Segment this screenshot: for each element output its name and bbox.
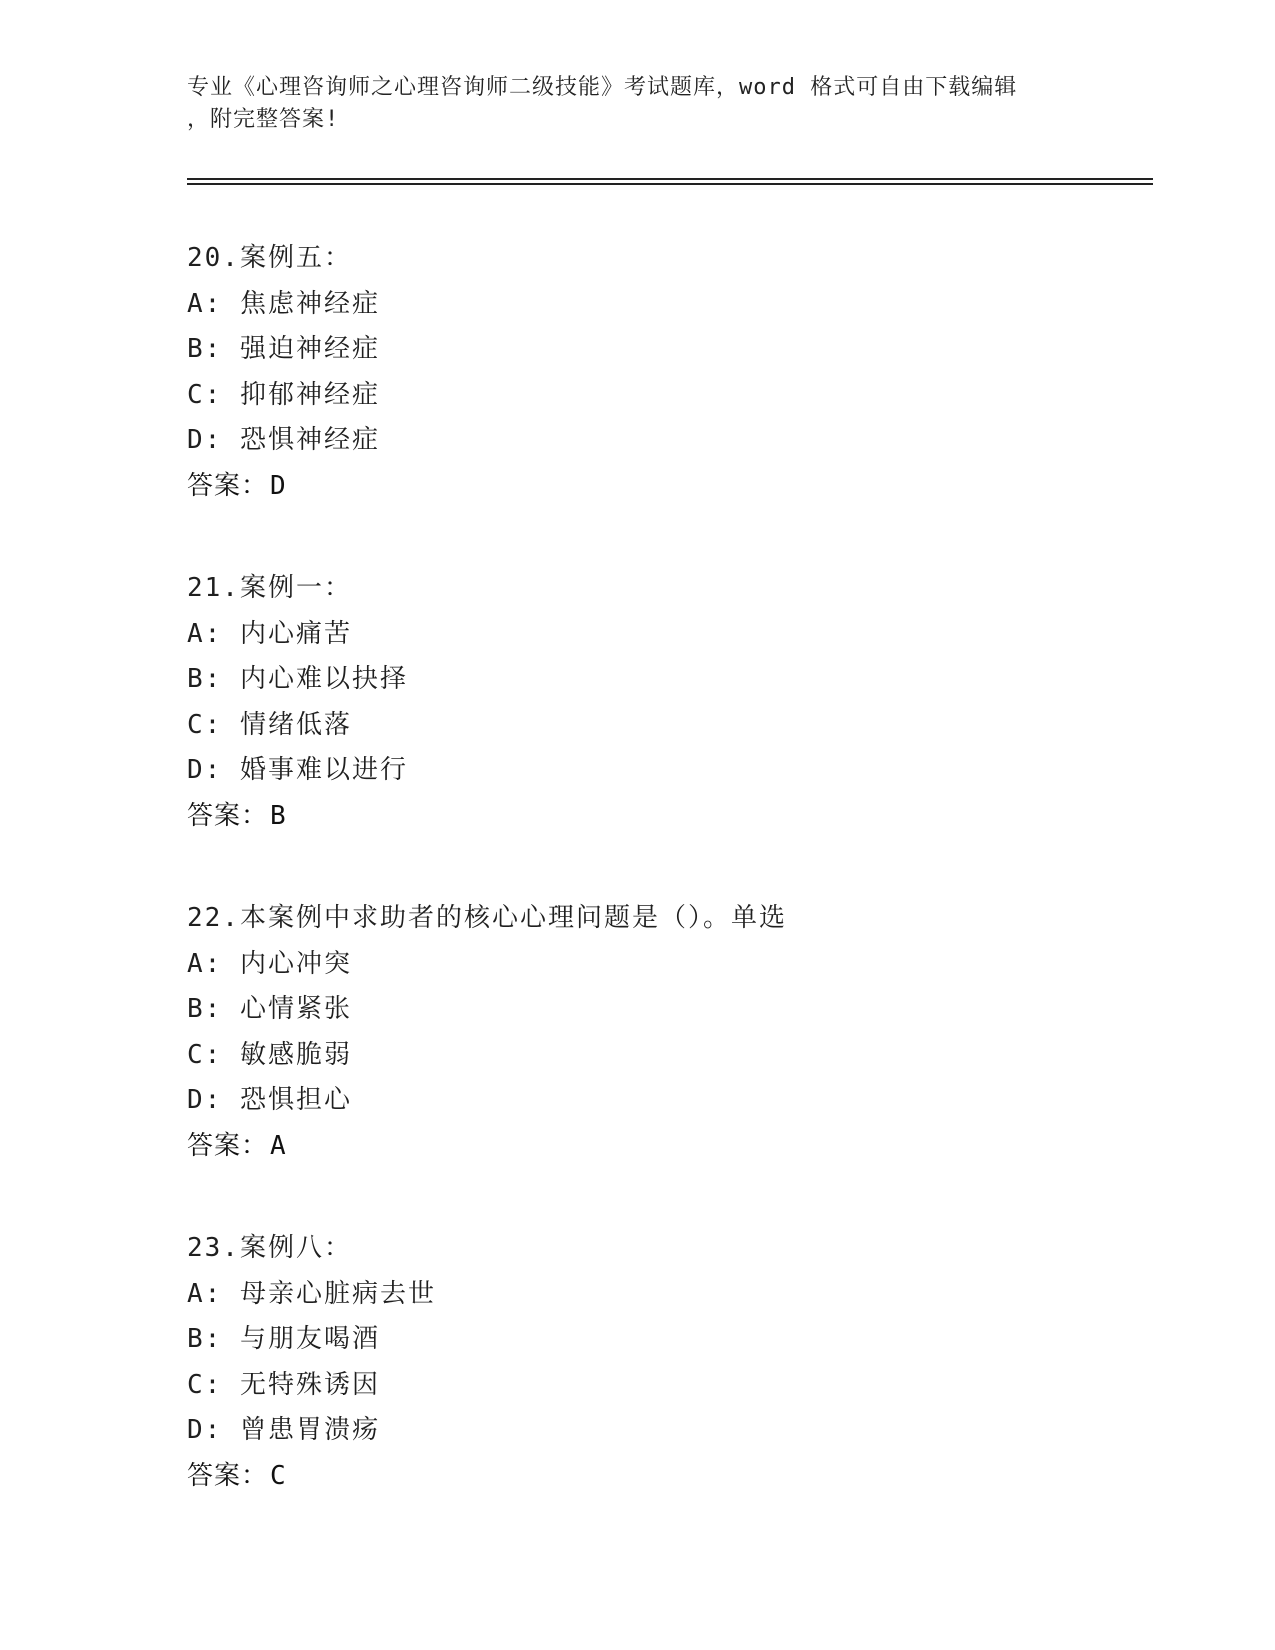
document-header [187,72,1087,136]
question-22 [187,896,1147,1169]
answer-value: A [270,1130,287,1161]
question-23 [187,1226,1147,1499]
question-title: 20.案例五： [187,243,352,273]
option-b: B: 与朋友喝酒 [187,1324,380,1354]
option-a: A: 内心痛苦 [187,618,352,649]
answer-line [187,1454,1147,1500]
answer-value: D [270,470,287,501]
answer-label: 答案： [187,800,269,831]
option-a: A: 内心冲突 [187,948,352,979]
option-c: C: 情绪低落 [187,709,352,740]
header-line-2: ，附完整答案! [187,107,340,132]
option-c: C: 敏感脆弱 [187,1039,352,1070]
header-divider-top [187,178,1153,180]
answer-label: 答案： [187,1460,269,1491]
option-c: C: 无特殊诱因 [187,1369,380,1400]
question-21 [187,566,1147,839]
option-d: D: 曾患胃溃疡 [187,1415,380,1445]
question-title: 23.案例八： [187,1233,352,1263]
answer-line [187,1124,1147,1170]
option-b: B: 内心难以抉择 [187,664,408,694]
option-d: D: 恐惧神经症 [187,425,380,455]
option-d: D: 恐惧担心 [187,1085,352,1115]
answer-line [187,464,1147,510]
question-title: 22.本案例中求助者的核心心理问题是（）。单选 [187,903,787,933]
question-list [187,236,1147,1556]
answer-label: 答案： [187,470,269,501]
option-b: B: 心情紧张 [187,994,352,1024]
header-line-1: 专业《心理咨询师之心理咨询师二级技能》考试题库，word 格式可自由下载编辑 [187,75,1018,100]
answer-value: B [270,800,287,831]
option-b: B: 强迫神经症 [187,334,380,364]
option-c: C: 抑郁神经症 [187,379,380,410]
option-a: A: 母亲心脏病去世 [187,1278,436,1309]
option-d: D: 婚事难以进行 [187,755,408,785]
answer-label: 答案： [187,1130,269,1161]
question-20 [187,236,1147,509]
option-a: A: 焦虑神经症 [187,288,380,319]
answer-line [187,794,1147,840]
header-divider-bottom [187,183,1153,185]
question-title: 21.案例一： [187,573,352,603]
answer-value: C [270,1460,287,1491]
